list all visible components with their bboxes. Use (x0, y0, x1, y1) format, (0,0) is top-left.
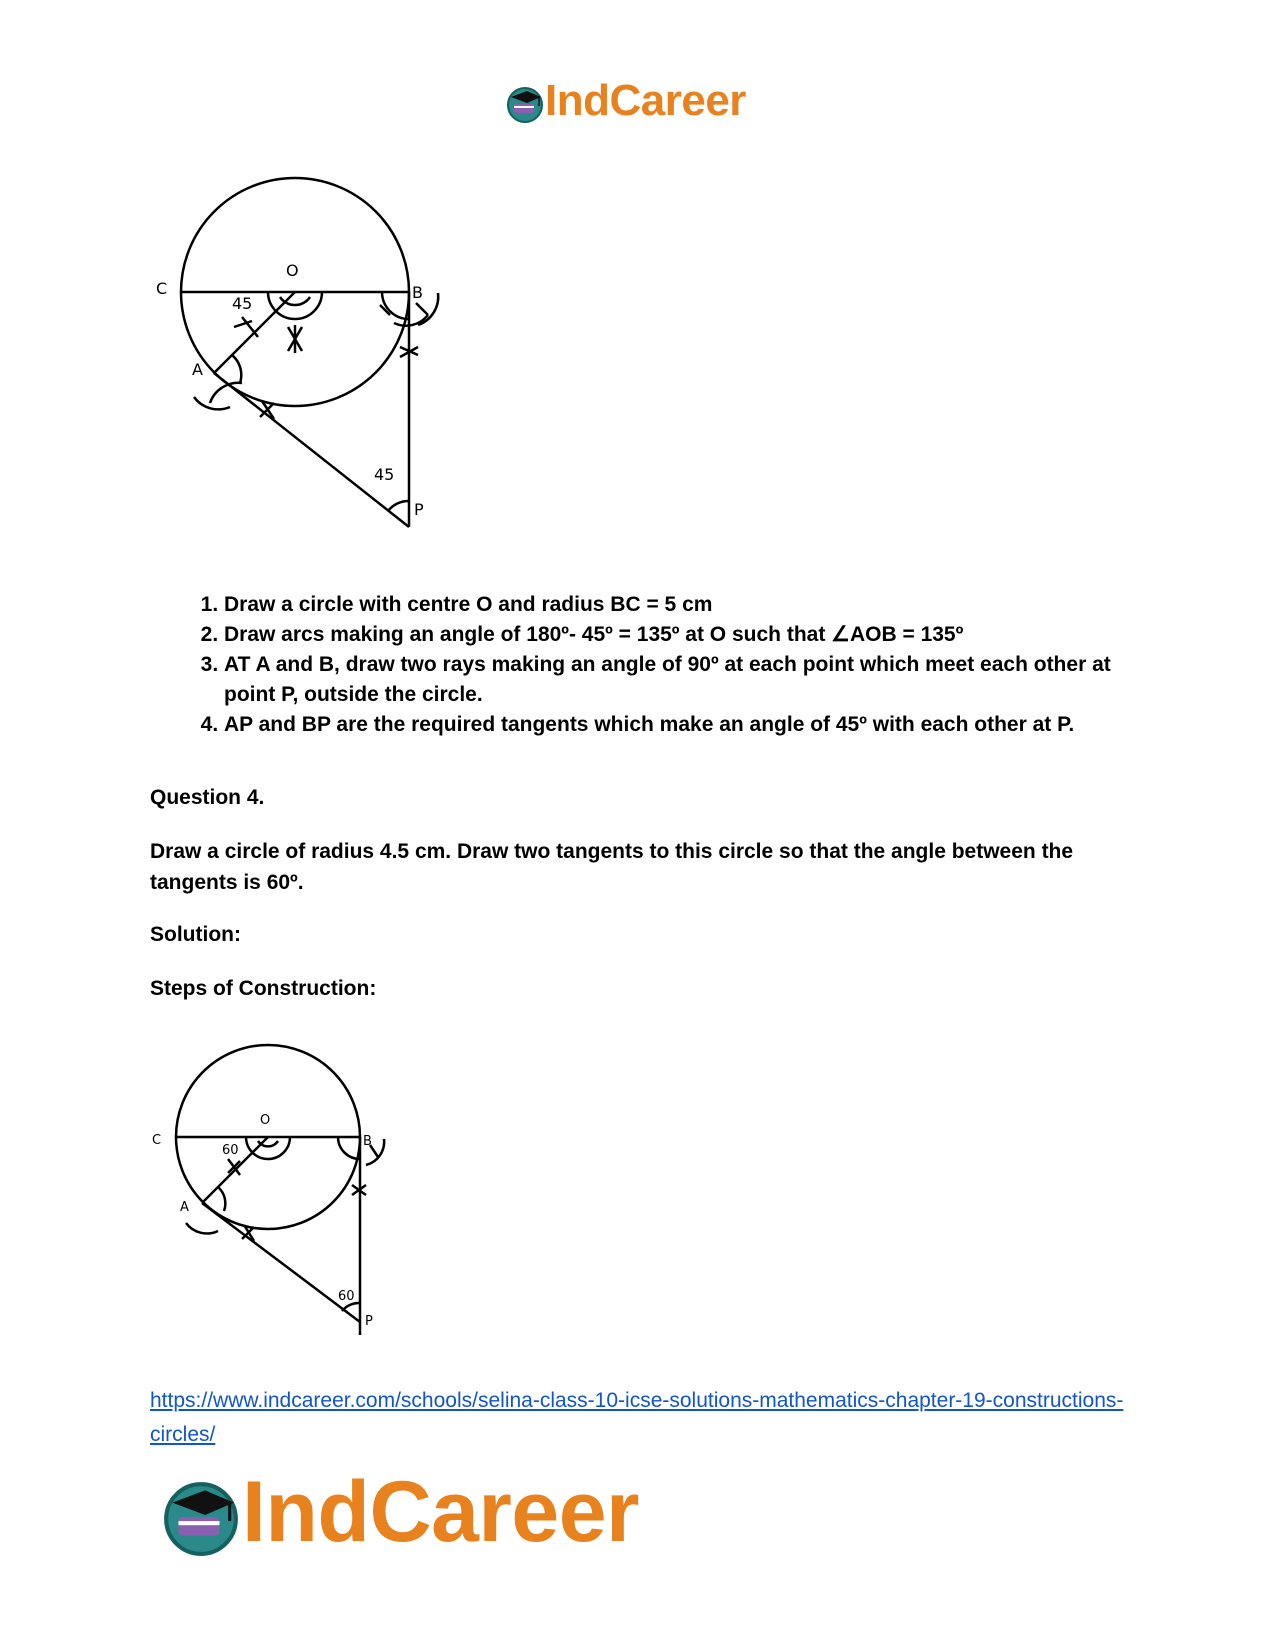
question-text: Draw a circle of radius 4.5 cm. Draw two tangents to this circle so that the angle between the tangents is 60º. (150, 840, 1074, 894)
label-c: C (156, 279, 168, 298)
label-a: A (180, 1200, 189, 1215)
angle-label-o: 60 (222, 1143, 239, 1158)
label-o: O (260, 1113, 271, 1128)
label-o: O (286, 261, 299, 280)
label-p: P (414, 500, 424, 519)
step-item: 1. Draw a circle with centre O and radius BC = 5 cm (224, 590, 1144, 620)
steps-label: Steps of Construction: (150, 977, 377, 1000)
construction-figure-1 (150, 175, 460, 545)
angle-label-p: 45 (374, 465, 395, 484)
question-heading: Question 4. (150, 786, 265, 809)
construction-figure-2 (150, 1035, 410, 1345)
angle-label-p: 60 (338, 1289, 355, 1304)
footer-logo-text: IndCareer (242, 1464, 639, 1560)
label-p: P (365, 1314, 373, 1329)
globe-cap-icon (505, 84, 545, 124)
construction-steps (186, 590, 1144, 740)
label-c: C (152, 1133, 162, 1148)
source-link[interactable]: https://www.indcareer.com/schools/selina-class-10-icse-solutions-mathematics-chapter-19-constructions-circles/ (150, 1389, 1124, 1446)
step-item: 4. AP and BP are the required tangents which make an angle of 45º with each other at P. (224, 710, 1144, 740)
solution-label: Solution: (150, 923, 241, 946)
header-logo-text: IndCareer (545, 76, 746, 125)
step-item: 2. Draw arcs making an angle of 180º- 45º = 135º at O such that ∠AOB = 135º (224, 620, 1144, 650)
globe-cap-icon (160, 1476, 242, 1558)
step-item: 3. AT A and B, draw two rays making an angle of 90º at each point which meet each other at point P, outside the circle. (224, 650, 1144, 710)
label-b: B (412, 283, 423, 302)
label-a: A (192, 360, 203, 379)
label-b: B (363, 1134, 372, 1149)
angle-label-o: 45 (232, 294, 253, 313)
